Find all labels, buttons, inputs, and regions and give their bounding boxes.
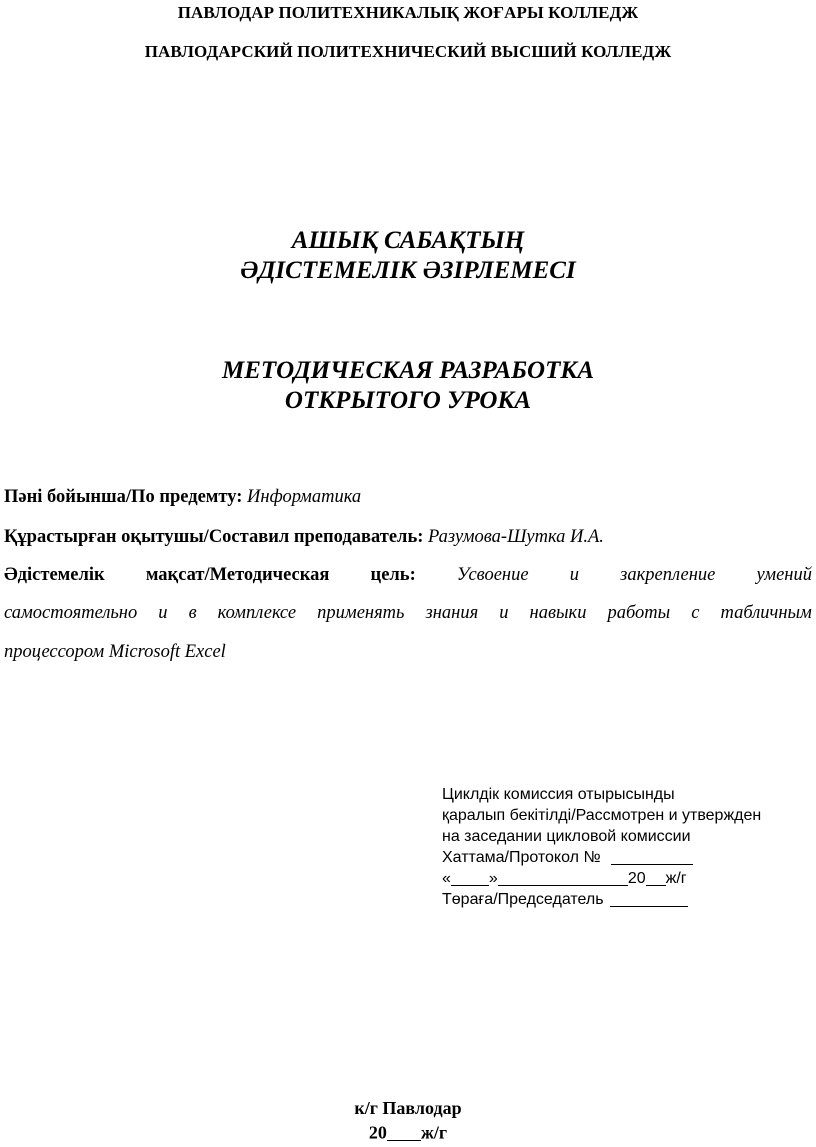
date-line <box>442 868 761 889</box>
month-blank[interactable] <box>498 869 628 886</box>
goal-word: и <box>569 565 579 585</box>
year-blank[interactable] <box>646 869 666 886</box>
goal-word: работы <box>607 603 671 623</box>
footer-year-blank[interactable] <box>387 1122 421 1141</box>
title-kz-line2: ӘДІСТЕМЕЛІК ӘЗІРЛЕМЕСІ <box>240 257 576 284</box>
footer-year-suffix: ж/г <box>420 1122 448 1143</box>
approval-block <box>442 784 761 910</box>
goal-word: мақсат/Методическая <box>145 565 330 585</box>
goal-line-3: процессором Microsoft Excel <box>4 642 226 662</box>
chairman-signature-blank[interactable] <box>610 890 688 907</box>
college-name-ru: ПАВЛОДАРСКИЙ ПОЛИТЕХНИЧЕСКИЙ ВЫСШИЙ КОЛЛЕДЖ <box>144 42 672 61</box>
title-ru <box>0 356 816 416</box>
goal-word: и <box>158 603 168 623</box>
subject-label: Пәні бойынша/По предемту: <box>4 487 243 507</box>
protocol-label: Хаттама/Протокол № <box>442 849 601 866</box>
protocol-line <box>442 847 761 868</box>
teacher-field <box>4 527 810 548</box>
day-blank[interactable] <box>451 869 489 886</box>
title-kz-line1: АШЫҚ САБАҚТЫҢ <box>291 227 525 254</box>
footer-year-prefix: 20 <box>368 1122 387 1143</box>
goal-word: Усвоение <box>456 565 529 585</box>
goal-word: табличным <box>720 603 812 623</box>
protocol-number-blank[interactable] <box>611 848 693 865</box>
year-suffix: ж/г <box>665 870 687 887</box>
open-quote: « <box>442 870 451 887</box>
goal-word: закрепление <box>620 565 716 585</box>
goal-word: применять <box>317 603 405 623</box>
teacher-label: Құрастырған оқытушы/Составил преподаватель: <box>4 527 424 547</box>
goal-word: и <box>499 603 509 623</box>
goal-word: Әдістемелік <box>4 565 105 585</box>
approval-line-3: на заседании цикловой комиссии <box>442 828 691 845</box>
goal-word: умений <box>756 565 812 585</box>
chairman-label: Төраға/Председатель <box>442 891 604 908</box>
footer-year <box>0 1122 816 1143</box>
goal-line-2 <box>4 603 812 624</box>
goal-word: с <box>691 603 700 623</box>
title-ru-line1: МЕТОДИЧЕСКАЯ РАЗРАБОТКА <box>221 357 594 384</box>
close-quote: » <box>488 870 498 887</box>
goal-line-1 <box>4 565 812 586</box>
college-name-kz: ПАВЛОДАР ПОЛИТЕХНИКАЛЫҚ ЖОҒАРЫ КОЛЛЕДЖ <box>177 3 639 22</box>
approval-line-2: қаралып бекітілді/Рассмотрен и утвержден <box>442 807 762 824</box>
goal-word: навыки <box>529 603 587 623</box>
chairman-line <box>442 889 761 910</box>
subject-value: Информатика <box>247 487 362 507</box>
teacher-value: Разумова-Шутка И.А. <box>428 527 604 547</box>
goal-word: цель: <box>370 565 416 585</box>
footer-city: к/г Павлодар <box>354 1098 462 1118</box>
year-prefix: 20 <box>627 870 646 887</box>
approval-line-1: Циклдік комиссия отырысынды <box>442 786 675 803</box>
subject-field <box>4 487 810 508</box>
goal-word: в <box>188 603 197 623</box>
goal-word: комплексе <box>217 603 297 623</box>
title-ru-line2: ОТКРЫТОГО УРОКА <box>284 387 532 414</box>
title-kz <box>0 226 816 286</box>
goal-word: знания <box>425 603 479 623</box>
goal-word: самостоятельно <box>4 603 138 623</box>
